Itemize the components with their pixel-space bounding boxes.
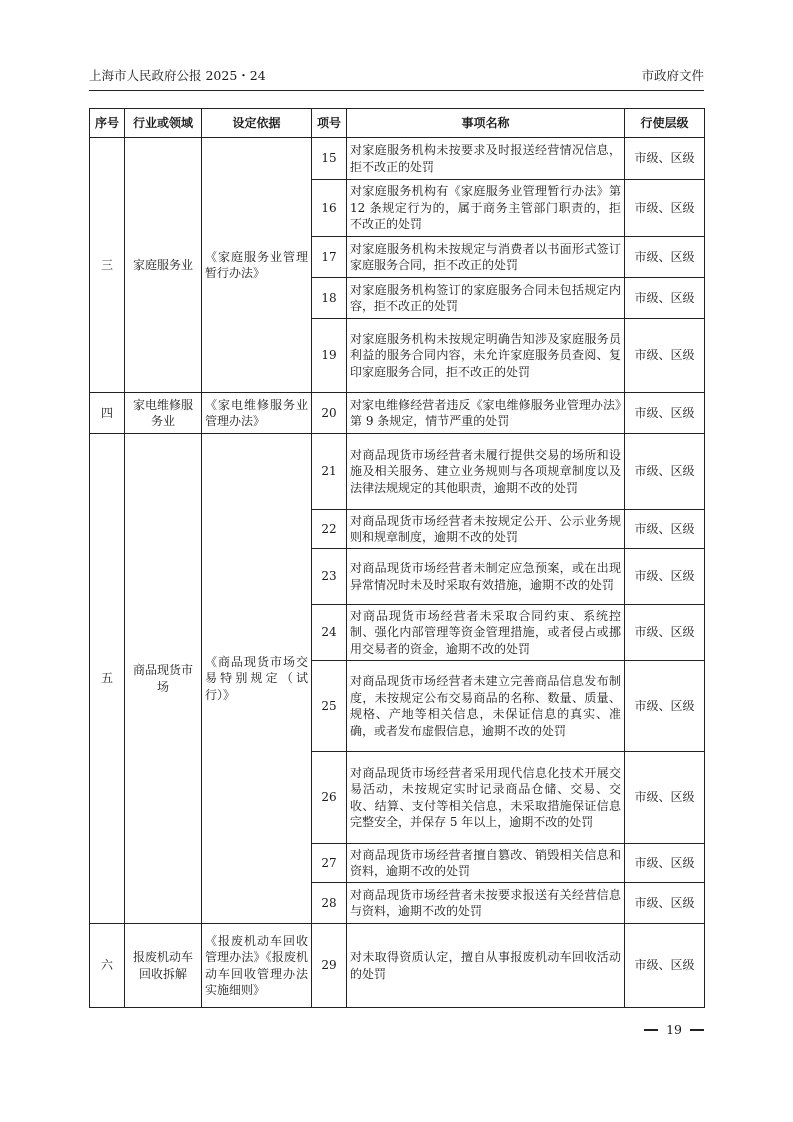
item-no: 19 (312, 319, 347, 393)
group-field: 商品现货市场 (125, 434, 202, 924)
footer-dash-left (644, 1029, 658, 1031)
item-level: 市级、区级 (625, 752, 705, 844)
item-name: 对家庭服务机构未按规定明确告知涉及家庭服务员利益的服务合同内容，未允许家庭服务员查阅、复印家庭服务合同，拒不改正的处罚 (347, 319, 625, 393)
item-no: 20 (312, 393, 347, 434)
table-row (90, 434, 705, 510)
publication-title: 上海市人民政府公报 2025・24 (89, 68, 266, 83)
item-level: 市级、区级 (625, 661, 705, 752)
table-row (90, 924, 705, 1008)
item-level: 市级、区级 (625, 510, 705, 549)
item-level: 市级、区级 (625, 434, 705, 510)
item-name: 对商品现货市场经营者擅自篡改、销毁相关信息和资料，逾期不改的处罚 (347, 844, 625, 883)
item-level: 市级、区级 (625, 138, 705, 180)
group-field: 家电维修服务业 (125, 393, 202, 434)
footer-dash-right (690, 1029, 704, 1031)
item-name: 对家庭服务机构有《家庭服务业管理暂行办法》第 12 条规定行为的，属于商务主管部门职责的，拒不改正的处罚 (347, 180, 625, 237)
item-level: 市级、区级 (625, 278, 705, 319)
penalty-items-table (89, 108, 705, 1008)
table-header-row (90, 109, 705, 138)
item-name: 对商品现货市场经营者采用现代信息化技术开展交易活动，未按规定实时记录商品仓储、交易、交收、结算、支付等相关信息，未采取措施保证信息完整安全，并保存 5 年以上，逾期不改的处罚 (347, 752, 625, 844)
item-no: 15 (312, 138, 347, 180)
group-field: 报废机动车回收拆解 (125, 924, 202, 1008)
group-basis: 《家庭服务业管理暂行办法》 (202, 138, 312, 393)
group-seq: 六 (90, 924, 125, 1008)
page-number: 19 (666, 1022, 682, 1037)
col-header-item-name: 事项名称 (347, 109, 625, 138)
item-level: 市级、区级 (625, 605, 705, 661)
item-name: 对未取得资质认定，擅自从事报废机动车回收活动的处罚 (347, 924, 625, 1008)
item-no: 17 (312, 237, 347, 278)
item-no: 27 (312, 844, 347, 883)
item-level: 市级、区级 (625, 883, 705, 924)
item-level: 市级、区级 (625, 844, 705, 883)
item-name: 对家庭服务机构未按要求及时报送经营情况信息，拒不改正的处罚 (347, 138, 625, 180)
group-seq: 四 (90, 393, 125, 434)
item-no: 16 (312, 180, 347, 237)
item-name: 对商品现货市场经营者未履行提供交易的场所和设施及相关服务、建立业务规则与各项规章制度以及法律法规规定的其他职责，逾期不改的处罚 (347, 434, 625, 510)
item-name: 对商品现货市场经营者未采取合同约束、系统控制、强化内部管理等资金管理措施，或者侵占或挪用交易者的资金，逾期不改的处罚 (347, 605, 625, 661)
item-level: 市级、区级 (625, 319, 705, 393)
item-name: 对商品现货市场经营者未按规定公开、公示业务规则和规章制度，逾期不改的处罚 (347, 510, 625, 549)
item-level: 市级、区级 (625, 393, 705, 434)
col-header-basis: 设定依据 (202, 109, 312, 138)
item-name: 对商品现货市场经营者未制定应急预案，或在出现异常情况时未及时采取有效措施，逾期不改的处罚 (347, 549, 625, 605)
header-divider (89, 90, 704, 91)
item-name: 对家庭服务机构签订的家庭服务合同未包括规定内容，拒不改正的处罚 (347, 278, 625, 319)
item-name: 对家庭服务机构未按规定与消费者以书面形式签订家庭服务合同，拒不改正的处罚 (347, 237, 625, 278)
item-name: 对家电维修经营者违反《家电维修服务业管理办法》第 9 条规定，情节严重的处罚 (347, 393, 625, 434)
item-no: 18 (312, 278, 347, 319)
col-header-field: 行业或领域 (125, 109, 202, 138)
section-title: 市政府文件 (641, 68, 704, 83)
group-field: 家庭服务业 (125, 138, 202, 393)
item-no: 26 (312, 752, 347, 844)
group-basis: 《家电维修服务业管理办法》 (202, 393, 312, 434)
col-header-seq: 序号 (90, 109, 125, 138)
item-level: 市级、区级 (625, 180, 705, 237)
group-basis: 《报废机动车回收管理办法》《报废机动车回收管理办法实施细则》 (202, 924, 312, 1008)
item-no: 29 (312, 924, 347, 1008)
col-header-item-no: 项号 (312, 109, 347, 138)
item-no: 25 (312, 661, 347, 752)
table-row (90, 393, 705, 434)
item-level: 市级、区级 (625, 549, 705, 605)
item-level: 市级、区级 (625, 924, 705, 1008)
item-level: 市级、区级 (625, 237, 705, 278)
item-no: 21 (312, 434, 347, 510)
table-row (90, 138, 705, 180)
group-basis: 《商品现货市场交易特别规定（试行）》 (202, 434, 312, 924)
item-no: 23 (312, 549, 347, 605)
page-footer (644, 1022, 704, 1037)
item-no: 22 (312, 510, 347, 549)
item-name: 对商品现货市场经营者未建立完善商品信息发布制度，未按规定公布交易商品的名称、数量、质量、规格、产地等相关信息，未保证信息的真实、准确，或者发布虚假信息，逾期不改的处罚 (347, 661, 625, 752)
col-header-level: 行使层级 (625, 109, 705, 138)
group-seq: 三 (90, 138, 125, 393)
item-name: 对商品现货市场经营者未按要求报送有关经营信息与资料，逾期不改的处罚 (347, 883, 625, 924)
item-no: 24 (312, 605, 347, 661)
item-no: 28 (312, 883, 347, 924)
group-seq: 五 (90, 434, 125, 924)
page-header (89, 66, 704, 88)
